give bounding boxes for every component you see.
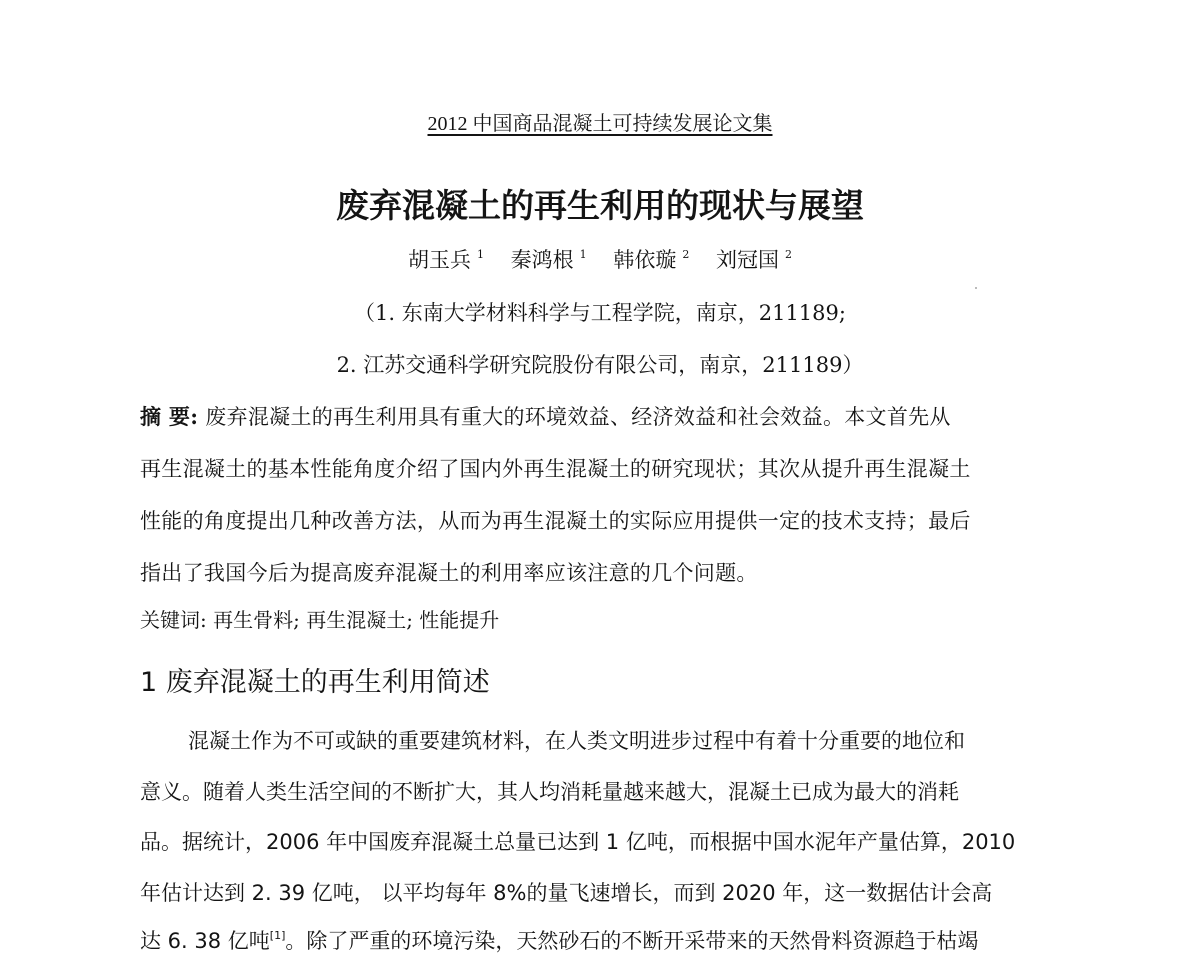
body-paragraph-line: 混凝土作为不可或缺的重要建筑材料，在人类文明进步过程中有着十分重要的地位和 [188, 729, 965, 753]
section-heading: 1 废弃混凝土的再生利用简述 [140, 667, 490, 698]
scan-speck [975, 287, 977, 289]
abstract-line: 性能的角度提出几种改善方法，从而为再生混凝土的实际应用提供一定的技术支持；最后 [140, 509, 971, 533]
affiliation-1: （1. 东南大学材料科学与工程学院，南京，211189; [354, 301, 846, 325]
body-paragraph-line: 品。据统计，2006 年中国废弃混凝土总量已达到 1 亿吨，而根据中国水泥年产量估算，2010 [140, 830, 1016, 854]
abstract-line: 指出了我国今后为提高废弃混凝土的利用率应该注意的几个问题。 [140, 561, 758, 585]
body-text-segment: 达 6. 38 亿吨 [140, 929, 270, 953]
author-affiliation-mark: 1 [579, 248, 587, 261]
body-paragraph-line: 意义。随着人类生活空间的不断扩大，其人均消耗量越来越大，混凝土已成为最大的消耗 [140, 780, 959, 804]
author [613, 244, 689, 274]
author-list [0, 244, 1200, 274]
keywords-label: 关键词: [140, 608, 207, 632]
paper-title: 废弃混凝土的再生利用的现状与展望 [336, 186, 864, 225]
author-affiliation-mark: 2 [682, 248, 690, 261]
series-title [0, 107, 1200, 136]
author-name: 胡玉兵 [407, 248, 471, 272]
author [511, 244, 587, 274]
author-name: 秦鸿根 [510, 248, 574, 272]
abstract-line [140, 401, 1085, 431]
author-affiliation-mark: 1 [476, 248, 484, 261]
citation-reference[interactable]: [1] [269, 929, 286, 942]
abstract-text: 废弃混凝土的再生利用具有重大的环境效益、经济效益和社会效益。本文首先从 [198, 405, 951, 429]
keywords [140, 604, 499, 633]
series-title-text: 2012 中国商品混凝土可持续发展论文集 [427, 113, 773, 135]
author-name: 刘冠国 [716, 248, 780, 272]
author-affiliation-mark: 2 [785, 248, 793, 261]
abstract-label: 摘 要: [140, 404, 199, 429]
affiliation-2: 2. 江苏交通科学研究院股份有限公司，南京，211189） [336, 353, 864, 377]
author [408, 244, 484, 274]
body-paragraph-line [140, 925, 1085, 955]
author-name: 韩依璇 [613, 248, 677, 272]
body-paragraph-line: 年估计达到 2. 39 亿吨， 以平均每年 8%的量飞速增长，而到 2020 年，这一数据估计会高 [140, 881, 993, 905]
body-text-segment: 。除了严重的环境污染，天然砂石的不断开采带来的天然骨料资源趋于枯竭 [285, 929, 979, 953]
keywords-text: 再生骨料; 再生混凝土; 性能提升 [206, 608, 500, 632]
author [716, 244, 792, 274]
abstract-line: 再生混凝土的基本性能角度介绍了国内外再生混凝土的研究现状；其次从提升再生混凝土 [140, 457, 971, 481]
